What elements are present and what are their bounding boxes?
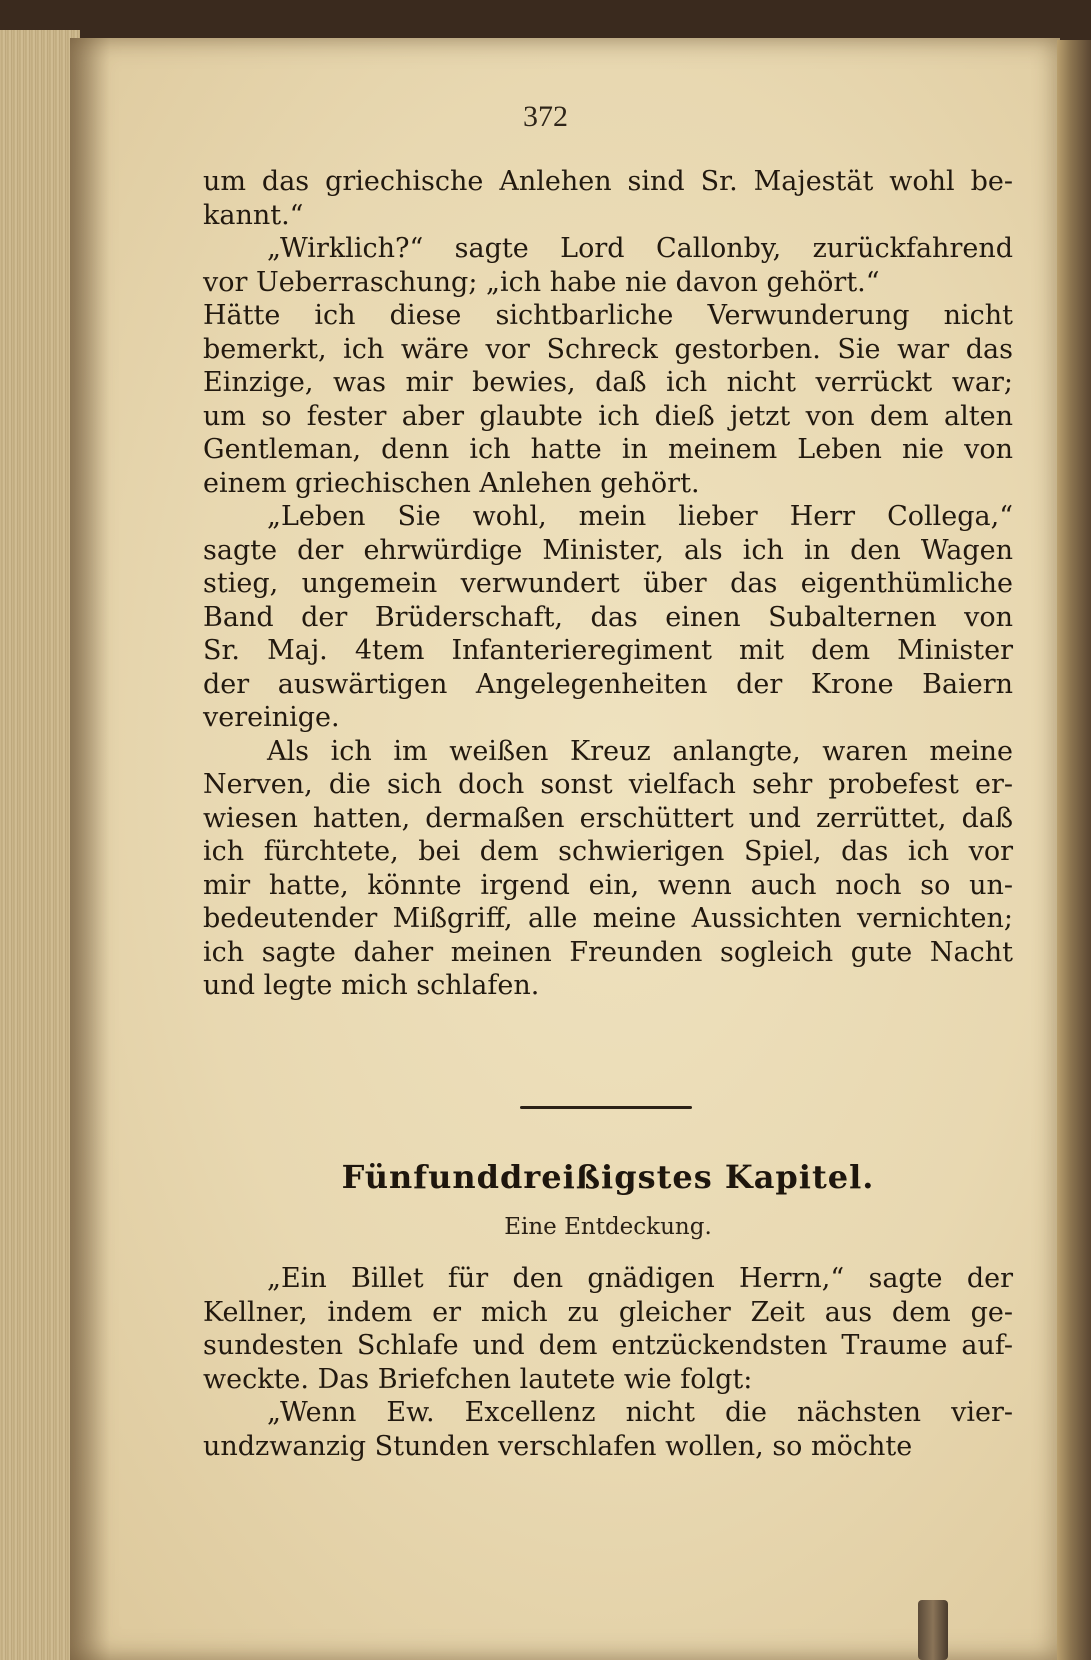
bookmark-ribbon (918, 1600, 948, 1660)
text-line: einem griechischen Anlehen gehört. (203, 467, 700, 499)
text-line: Gentleman, denn ich hatte in meinem Leben nie von (203, 434, 1013, 465)
chapter-subtitle: Eine Entdeckung. (504, 1214, 712, 1240)
text-line: mir hatte, könnte irgend ein, wenn auch noch so un- (203, 869, 1013, 901)
text-line: um so fester aber glaubte ich dieß jetzt von dem alten (203, 400, 1013, 432)
text-line: sagte der ehrwürdige Minister, als ich in den Wagen (203, 534, 1013, 566)
page-edges-left (0, 30, 80, 1660)
text-line: ich sagte daher meinen Freunden sogleich gute Nacht (203, 936, 1013, 968)
text-line: „Leben Sie wohl, mein lieber Herr Collega,“ (267, 501, 1013, 532)
text-line: sundesten Schlafe und dem entzückendsten Traume auf- (203, 1330, 1013, 1361)
text-line: bemerkt, ich wäre vor Schreck gestorben. Sie war das (203, 333, 1013, 365)
text-line: bedeutender Mißgriff, alle meine Aussichten vernichten; (203, 903, 1013, 934)
text-line: vor Ueberraschung; „ich habe nie davon gehört.“ (203, 266, 880, 298)
text-line: wiesen hatten, dermaßen erschüttert und zerrüttet, daß (203, 802, 1013, 834)
text-line: „Wirklich?“ sagte Lord Callonby, zurückfahrend (267, 233, 1013, 264)
text-line: ich fürchtete, bei dem schwierigen Spiel, das ich vor (203, 836, 1013, 867)
chapter-title: Fünfunddreißigstes Kapitel. (341, 1158, 875, 1196)
text-line: der auswärtigen Angelegenheiten der Krone Baiern (203, 668, 1013, 700)
text-line: Band der Brüderschaft, das einen Subalternen von (203, 601, 1013, 633)
text-line: weckte. Das Briefchen lautete wie folgt: (203, 1363, 753, 1395)
text-line: Als ich im weißen Kreuz anlangte, waren meine (267, 735, 1013, 767)
body-text-bottom (203, 1262, 1013, 1463)
text-line: „Ein Billet für den gnädigen Herrn,“ sagte der (267, 1263, 1013, 1294)
page-number: 372 (523, 100, 568, 133)
text-line: Sr. Maj. 4tem Infanterieregiment mit dem Minister (203, 635, 1013, 666)
text-line: Kellner, indem er mich zu gleicher Zeit aus dem ge- (203, 1296, 1013, 1328)
text-line: „Wenn Ew. Excellenz nicht die nächsten vier- (267, 1397, 1013, 1428)
text-line: stieg, ungemein verwundert über das eigenthümliche (203, 568, 1013, 599)
body-text-top (203, 165, 1013, 1003)
gutter-shadow (70, 38, 110, 1660)
text-line: Nerven, die sich doch sonst vielfach sehr probefest er- (203, 769, 1013, 800)
text-line: Einzige, was mir bewies, daß ich nicht verrückt war; (203, 367, 1013, 398)
text-line: Hätte ich diese sichtbarliche Verwunderung nicht (203, 300, 1013, 331)
text-line: undzwanzig Stunden verschlafen wollen, so möchte (203, 1430, 913, 1462)
text-line: kannt.“ (203, 199, 304, 231)
page-edges-right (1057, 40, 1091, 1660)
text-line: und legte mich schlafen. (203, 970, 540, 1001)
section-divider-rule (520, 1106, 692, 1109)
text-line: um das griechische Anlehen sind Sr. Majestät wohl be- (203, 166, 1013, 197)
text-line: vereinige. (203, 702, 340, 733)
